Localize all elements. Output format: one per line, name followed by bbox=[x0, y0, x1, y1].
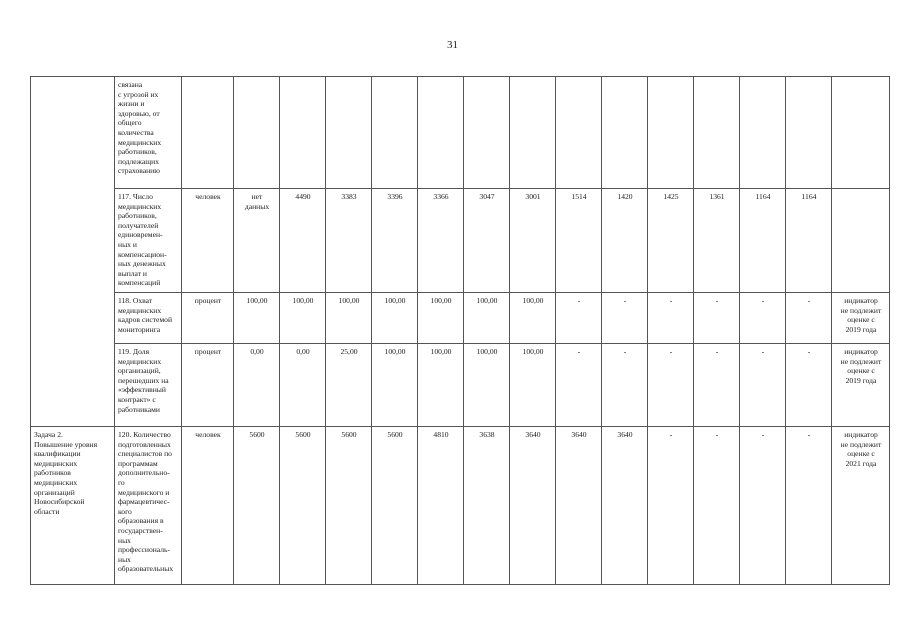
value-cell: - bbox=[602, 293, 648, 344]
task-label: Задача 2. Повышение уровня квалификации медицинских работников медицинских организаций Новосибирской области bbox=[34, 430, 98, 516]
task-cell bbox=[31, 427, 115, 585]
value-cell bbox=[740, 77, 786, 189]
value-cell: 3366 bbox=[418, 189, 464, 293]
unit-cell: человек bbox=[182, 189, 234, 293]
table-row bbox=[31, 77, 890, 189]
value-cell: 0,00 bbox=[280, 344, 326, 427]
value-cell bbox=[418, 77, 464, 189]
note-cell bbox=[832, 77, 890, 189]
indicator-name-cell: 120. Количество подготовленных специалистов по программам дополнительно- го медицинского и фармацевтичес- кого образования в государствен- ных профессиональ- ных образовательных bbox=[115, 427, 182, 585]
indicator-name-cell: 117. Число медицинских работников, получателей единовремен- ных и компенсацион- ных денежных выплат и компенсаций bbox=[115, 189, 182, 293]
value-cell: - bbox=[648, 427, 694, 585]
value-cell: 4810 bbox=[418, 427, 464, 585]
note-cell: индикатор не подлежит оценке с 2021 года bbox=[832, 427, 890, 585]
value-cell bbox=[556, 77, 602, 189]
unit-cell: процент bbox=[182, 293, 234, 344]
value-cell: - bbox=[694, 344, 740, 427]
value-cell: 100,00 bbox=[372, 293, 418, 344]
value-cell: 100,00 bbox=[464, 293, 510, 344]
value-cell: 1425 bbox=[648, 189, 694, 293]
value-cell: нет данных bbox=[234, 189, 280, 293]
value-cell: 3396 bbox=[372, 189, 418, 293]
note-cell bbox=[832, 189, 890, 293]
indicator-name-cell: 118. Охват медицинских кадров системой мониторинга bbox=[115, 293, 182, 344]
value-cell: - bbox=[556, 293, 602, 344]
value-cell: 100,00 bbox=[418, 293, 464, 344]
value-cell: 3640 bbox=[510, 427, 556, 585]
page-number: 31 bbox=[447, 39, 458, 51]
value-cell: 100,00 bbox=[418, 344, 464, 427]
value-cell: 5600 bbox=[372, 427, 418, 585]
value-cell: - bbox=[602, 344, 648, 427]
table-row bbox=[31, 344, 890, 427]
value-cell bbox=[510, 77, 556, 189]
value-cell bbox=[280, 77, 326, 189]
value-cell: 4490 bbox=[280, 189, 326, 293]
value-cell: - bbox=[740, 344, 786, 427]
table-row bbox=[31, 293, 890, 344]
value-cell: 5600 bbox=[234, 427, 280, 585]
value-cell bbox=[326, 77, 372, 189]
value-cell: 0,00 bbox=[234, 344, 280, 427]
value-cell: 100,00 bbox=[510, 293, 556, 344]
value-cell: 25,00 bbox=[326, 344, 372, 427]
value-cell: - bbox=[786, 344, 832, 427]
value-cell: 3638 bbox=[464, 427, 510, 585]
value-cell: - bbox=[786, 427, 832, 585]
task-cell bbox=[31, 77, 115, 427]
value-cell: - bbox=[694, 427, 740, 585]
unit-cell: процент bbox=[182, 344, 234, 427]
value-cell: - bbox=[556, 344, 602, 427]
note-cell: индикатор не подлежит оценке с 2019 года bbox=[832, 293, 890, 344]
value-cell: 5600 bbox=[326, 427, 372, 585]
value-cell bbox=[372, 77, 418, 189]
value-cell bbox=[234, 77, 280, 189]
table-row bbox=[31, 189, 890, 293]
value-cell: - bbox=[648, 293, 694, 344]
indicators-table bbox=[30, 76, 890, 585]
value-cell bbox=[464, 77, 510, 189]
table-row bbox=[31, 427, 890, 585]
unit-cell: человек bbox=[182, 427, 234, 585]
value-cell: - bbox=[786, 293, 832, 344]
value-cell: 100,00 bbox=[234, 293, 280, 344]
value-cell: 1164 bbox=[786, 189, 832, 293]
value-cell: 3047 bbox=[464, 189, 510, 293]
value-cell: 100,00 bbox=[372, 344, 418, 427]
value-cell: 5600 bbox=[280, 427, 326, 585]
value-cell: 1361 bbox=[694, 189, 740, 293]
value-cell: - bbox=[694, 293, 740, 344]
value-cell bbox=[602, 77, 648, 189]
value-cell: 3640 bbox=[556, 427, 602, 585]
value-cell: 100,00 bbox=[326, 293, 372, 344]
value-cell: 3383 bbox=[326, 189, 372, 293]
value-cell: 100,00 bbox=[464, 344, 510, 427]
value-cell: 1164 bbox=[740, 189, 786, 293]
value-cell: 1420 bbox=[602, 189, 648, 293]
value-cell bbox=[648, 77, 694, 189]
value-cell bbox=[786, 77, 832, 189]
value-cell bbox=[694, 77, 740, 189]
value-cell: - bbox=[648, 344, 694, 427]
value-cell: - bbox=[740, 427, 786, 585]
value-cell: 3640 bbox=[602, 427, 648, 585]
note-cell: индикатор не подлежит оценке с 2019 года bbox=[832, 344, 890, 427]
value-cell: 1514 bbox=[556, 189, 602, 293]
value-cell: 100,00 bbox=[280, 293, 326, 344]
indicator-name-cell: связана с угрозой их жизни и здоровью, от общего количества медицинских работников, подлежащих страхованию bbox=[115, 77, 182, 189]
value-cell: 100,00 bbox=[510, 344, 556, 427]
unit-cell bbox=[182, 77, 234, 189]
value-cell: 3001 bbox=[510, 189, 556, 293]
value-cell: - bbox=[740, 293, 786, 344]
indicator-name-cell: 119. Доля медицинских организаций, перешедших на «эффективный контракт» с работниками bbox=[115, 344, 182, 427]
